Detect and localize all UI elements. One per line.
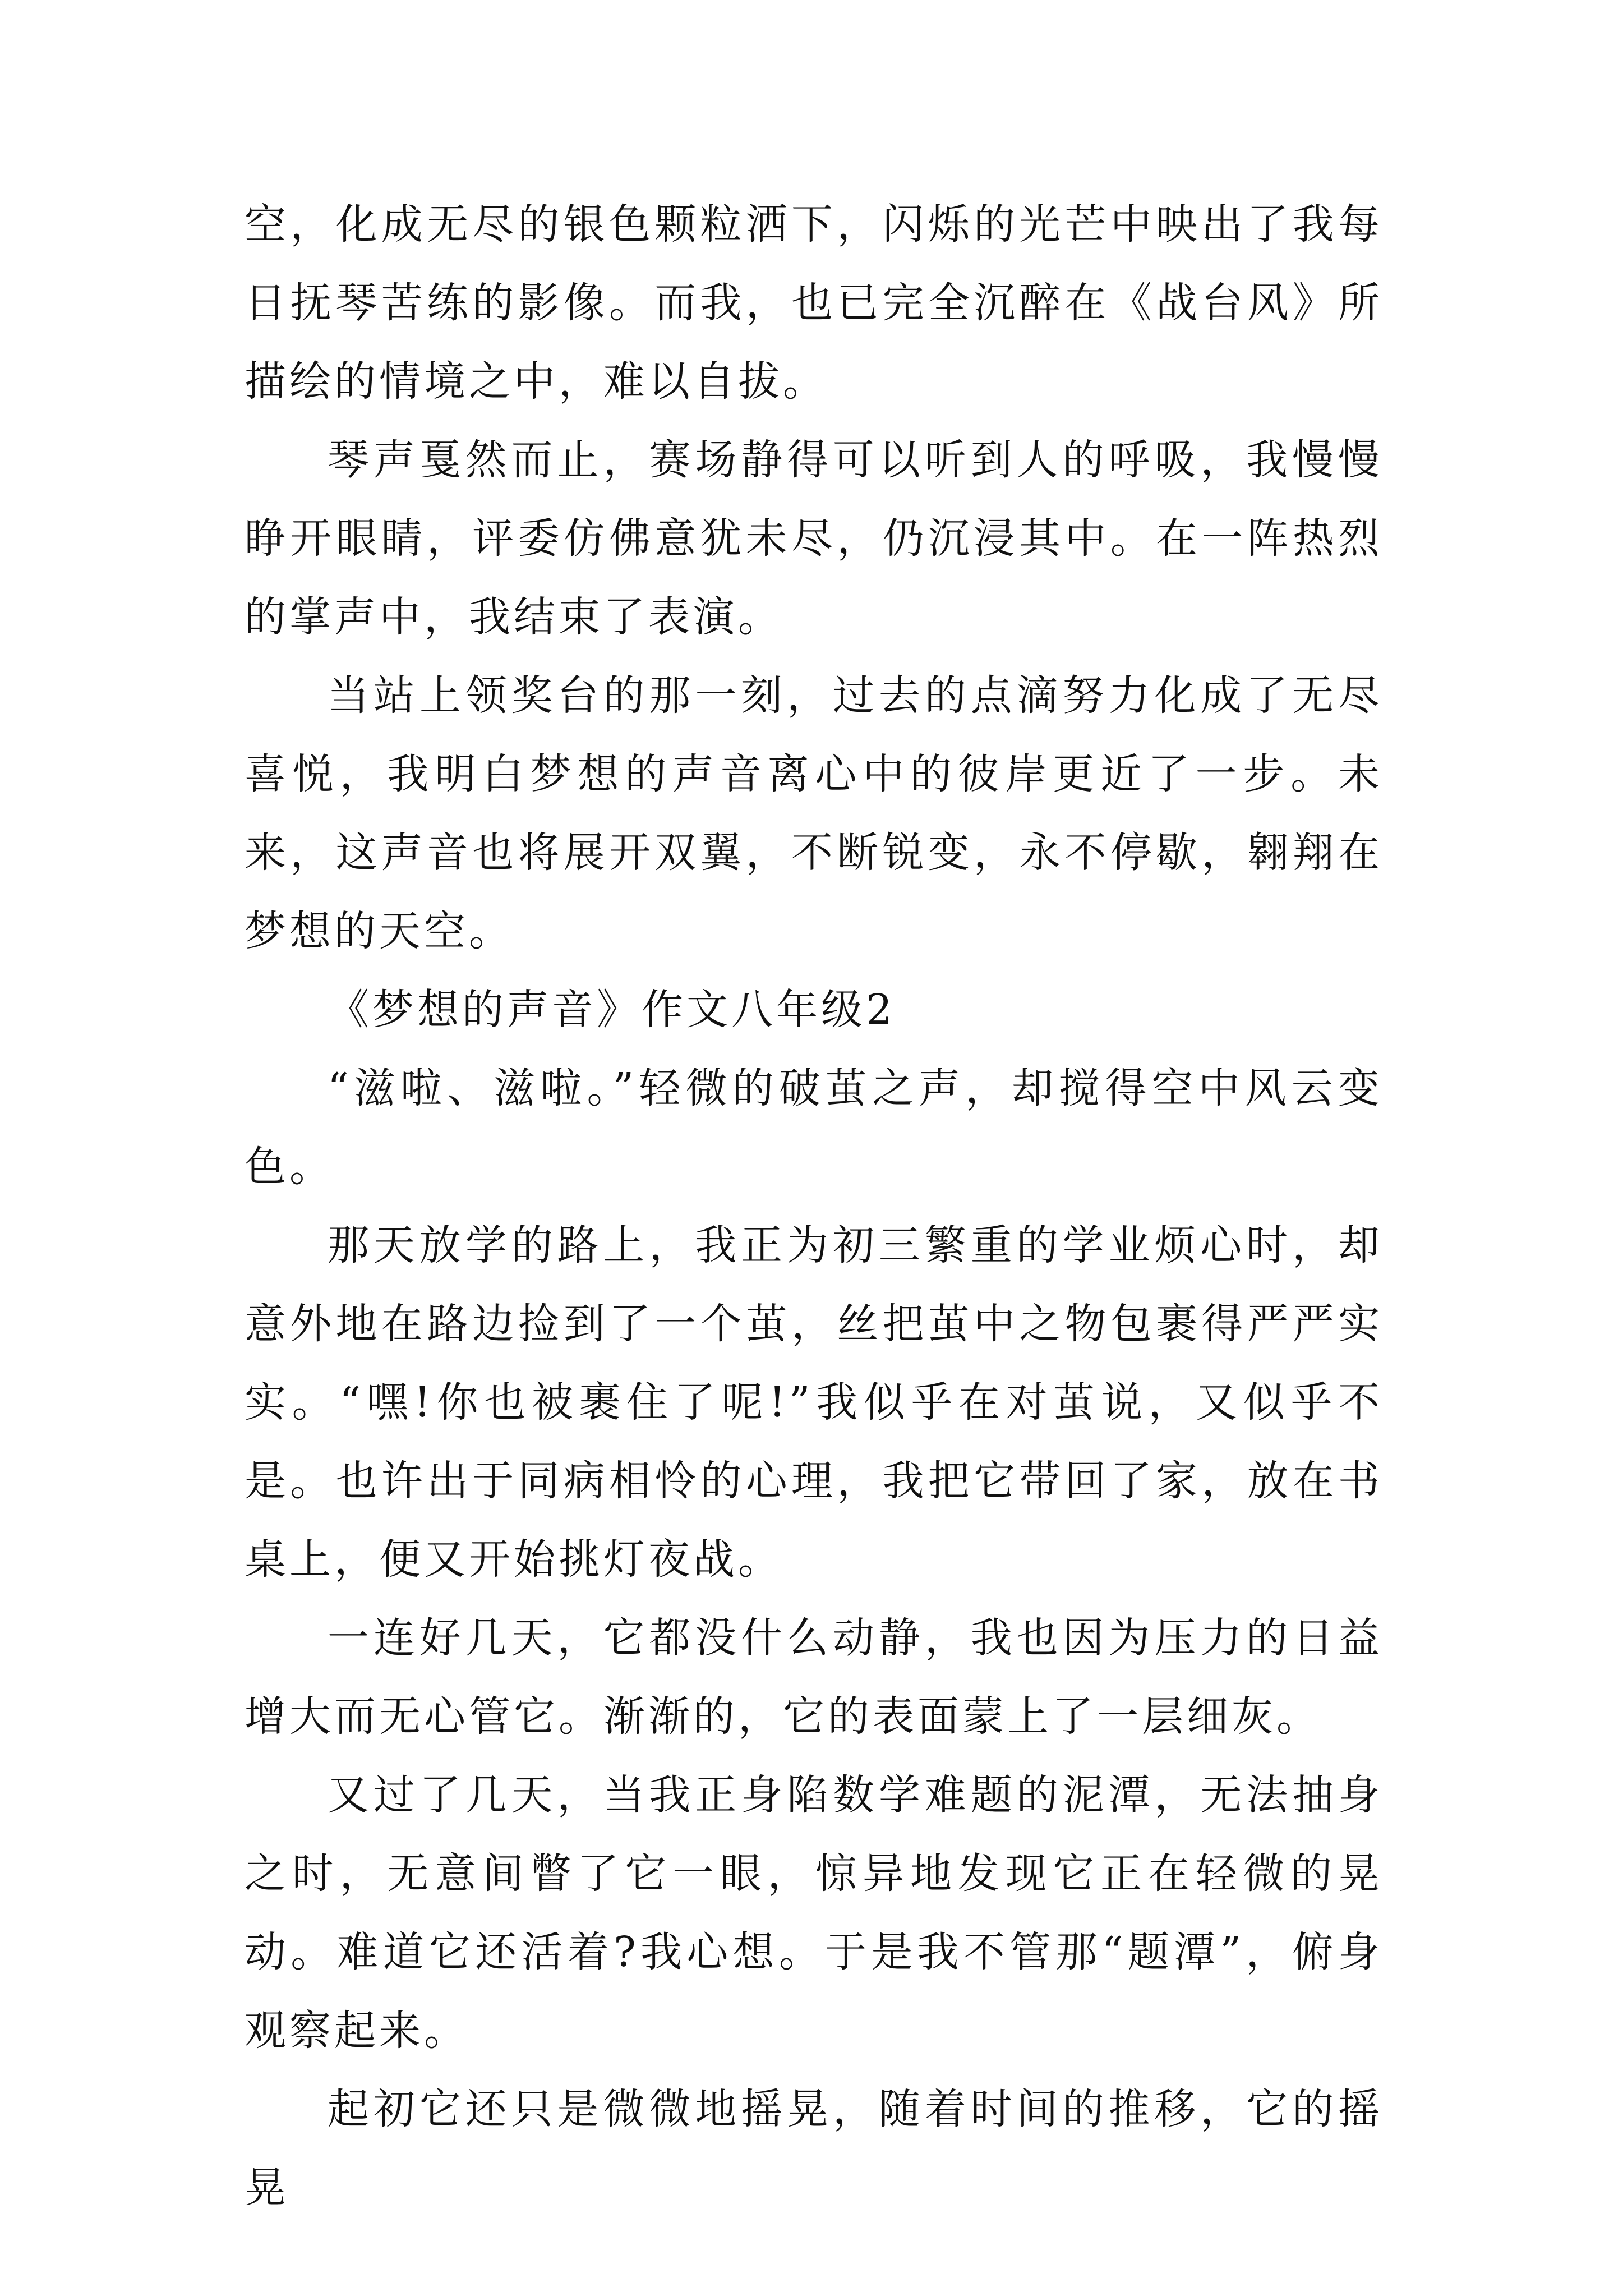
- paragraph: “滋啦、滋啦。”轻微的破茧之声，却搅得空中风云变色。: [245, 1064, 1383, 1191]
- paragraph: 那天放学的路上，我正为初三繁重的学业烦心时，却意外地在路边捡到了一个茧，丝把茧中之物包裹得严严实实。“嘿!你也被裹住了呢!”我似乎在对茧说，又似乎不是。也许出于同病相怜的心理，我把它带回了家，放在书桌上，便又开始挑灯夜战。: [245, 1221, 1383, 1584]
- paragraph: 又过了几天，当我正身陷数学难题的泥潭，无法抽身之时，无意间瞥了它一眼，惊异地发现它正在轻微的晃动。难道它还活着?我心想。于是我不管那“题潭”，俯身观察起来。: [245, 1771, 1383, 2055]
- paragraph-continuation: 空，化成无尽的银色颗粒洒下，闪烁的光芒中映出了我每日抚琴苦练的影像。而我，也已完全沉醉在《战台风》所描绘的情境之中，难以自拔。: [245, 200, 1383, 406]
- paragraph: 起初它还只是微微地摇晃，随着时间的推移，它的摇晃: [245, 2085, 1383, 2212]
- document-body: [245, 185, 1383, 2227]
- paragraph: 琴声戛然而止，赛场静得可以听到人的呼吸，我慢慢睁开眼睛，评委仿佛意犹未尽，仍沉浸其中。在一阵热烈的掌声中，我结束了表演。: [245, 436, 1383, 641]
- paragraph: 当站上领奖台的那一刻，过去的点滴努力化成了无尽喜悦，我明白梦想的声音离心中的彼岸更近了一步。未来，这声音也将展开双翼，不断锐变，永不停歇，翱翔在梦想的天空。: [245, 671, 1383, 955]
- section-heading: 《梦想的声音》作文八年级2: [328, 986, 896, 1034]
- paragraph: 一连好几天，它都没什么动静，我也因为压力的日益增大而无心管它。渐渐的，它的表面蒙上了一层细灰。: [245, 1614, 1383, 1741]
